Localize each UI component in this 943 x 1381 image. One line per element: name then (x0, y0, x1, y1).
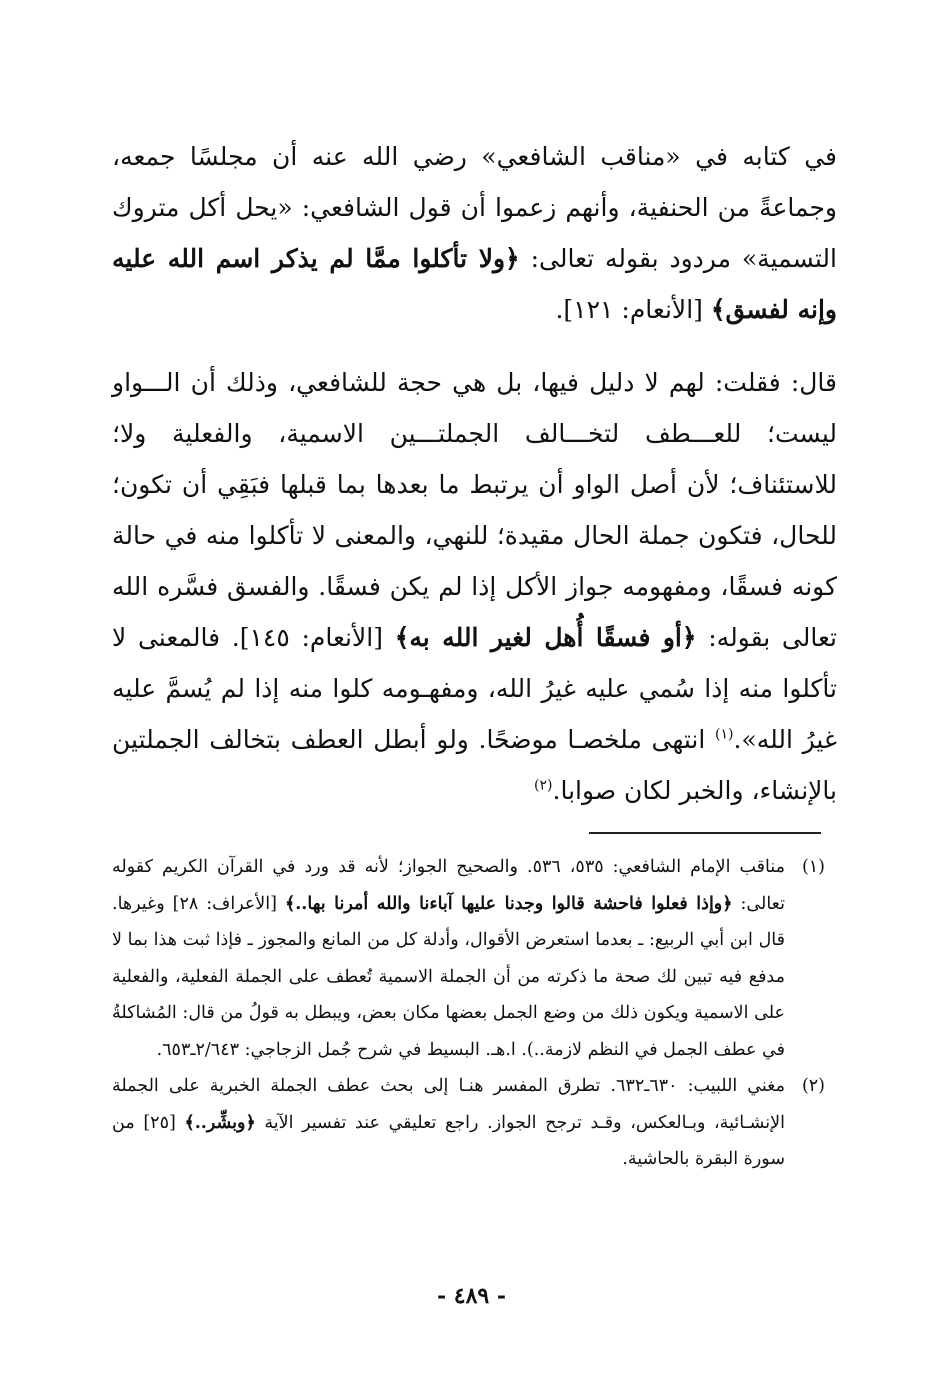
quran-verse-anaam-145: ﴿أو فسقًا أُهل لغير الله به﴾ (394, 623, 697, 652)
footnote-2-verse: ﴿وبشِّر..﴾ (184, 1112, 256, 1133)
footnote-2-text (112, 1068, 785, 1178)
footnote-1-text-end: [الأعراف: ٢٨] وغيرها. قال ابن أبي الربيع: ـ بعدما استعرض الأقوال، وأدلة كل من المانع والمجوز ـ فإذا ثبت هذا بما لا مدفع فيه تبين لك صحة ما ذكرته من أن الجملة الاسمية تُعطف على الجملة الفعلية، والفعلية على الاسمية ويكون ذلك من وضع الجمل بعضها مكان بعض، ويبطل به قولُ من قال: المُشاكلةُ في عطف الجمل في النظم لازمة..). ا.هـ. البسيط في شرح جُمل الزجاجي: ٢/٦٤٣ـ٦٥٣. (112, 893, 785, 1060)
paragraph-2 (112, 357, 837, 816)
paragraph-2-text-middle: [الأنعام: ١٤٥]. فالمعنى لا تأكلوا منه إذا سُمي عليه غيرُ الله، ومفهـومه كلوا منه إذا لم يُسمَّ عليه غيرُ الله». (112, 623, 838, 754)
footnote-1-text (112, 849, 785, 1068)
paragraph-1-text-start: في كتابه في «مناقب الشافعي» رضي الله عنه أن مجلسًا جمعه، وجماعةً من الحنفية، وأنهم زعموا أن قول الشافعي: «يحل أكل متروك التسمية» مردود بقوله تعالى: (112, 142, 837, 273)
footnote-2 (112, 1068, 825, 1178)
footnote-1-verse: ﴿وإذا فعلوا فاحشة قالوا وجدنا عليها آباءنا والله أمرنا بها..﴾ (284, 893, 733, 914)
footnote-2-text-end: [٢٥] من سورة البقرة بالحاشية. (112, 1112, 785, 1169)
footnote-ref-2[interactable]: (٢) (534, 777, 553, 794)
footnote-2-text-start: مغني اللبيب: ٦٣٠ـ٦٣٢. تطرق المفسر هنـا إلى بحث عطف الجملة الخبرية على الجملة الإنشـائية، وبـالعكس، وقـد ترجح الجواز. راجع تعليقي عند تفسير الآية (112, 1076, 785, 1133)
paragraph-1-text-end: [الأنعام: ١٢١]. (555, 295, 711, 324)
footnote-separator (589, 832, 821, 834)
quran-verse-anaam-121: ﴿ولا تأكلوا ممَّا لم يذكر اسم الله عليه وإنه لفسق﴾ (112, 244, 837, 324)
footnote-1-text-start: مناقب الإمام الشافعي: ٥٣٥، ٥٣٦. والصحيح الجواز؛ لأنه قد ورد في القرآن الكريم كقوله تعالى: (112, 857, 785, 914)
paragraph-2-text-start: قال: فقلت: لهم لا دليل فيها، بل هي حجة للشافعي، وذلك أن الـــواو ليست؛ للعـــطف لتخـــالف الجملتـــين الاسمية، والفعلية ولا؛ للاستئناف؛ لأن أصل الواو أن يرتبط ما بعدها بما قبلها فبَقِي أن تكون؛ للحال، فتكون جملة الحال مقيدة؛ للنهي، والمعنى لا تأكلوا منه في حالة كونه فسقًا، ومفهومه جواز الأكل إذا لم يكن فسقًا. والفسق فسَّره الله تعالى بقوله: (112, 368, 838, 652)
paragraph-1 (112, 131, 837, 335)
footnote-2-number: (٢) (801, 1076, 825, 1096)
footnote-1 (112, 849, 825, 1068)
footnote-1-number: (١) (801, 857, 825, 877)
page-number: - ٤٨٩ - (436, 1283, 507, 1309)
paragraph-2-text-end: انتهى ملخصـا موضحًا. ولو أبطل العطف بتخالف الجملتين بالإنشاء، والخبر لكان صوابا. (112, 725, 837, 805)
footnotes (112, 849, 825, 1178)
footnote-ref-1[interactable]: (١) (714, 726, 734, 743)
